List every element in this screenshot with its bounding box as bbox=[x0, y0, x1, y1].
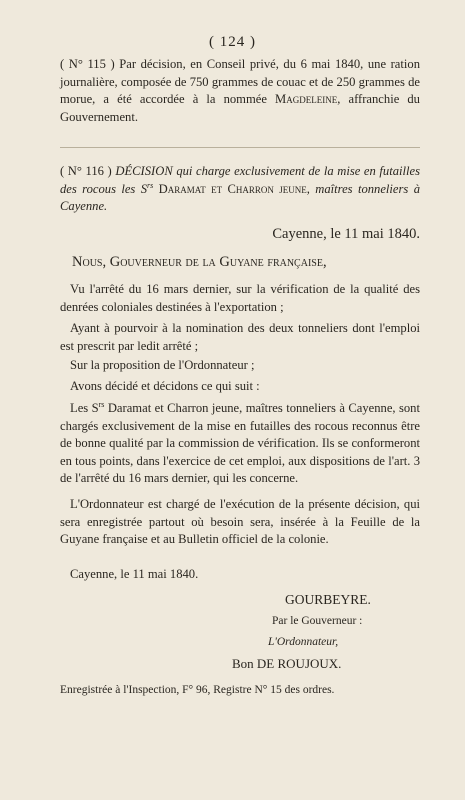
decision-116-names: Daramat et Charron jeune bbox=[158, 181, 307, 196]
decision-115 bbox=[60, 56, 420, 126]
les-text-b: Daramat et Charron jeune, maîtres tonneliers à Cayenne, sont chargés exclusivement de la mise en futailles des rocous reconnus être de bonne qualité par la commission de vérification. Ils se conformeront en tous points, dans l'exercice de cet emploi, aux dispositions de l'art. 3 de l'arrêté du 16 mars dernier, qui les concerne. bbox=[60, 401, 420, 485]
ordonnateur-title: L'Ordonnateur, bbox=[268, 636, 339, 648]
avons-paragraph bbox=[60, 378, 420, 396]
signature-roujoux: Bon DE ROUJOUX. bbox=[232, 656, 342, 671]
page-number: ( 124 ) bbox=[209, 34, 256, 50]
closing-date bbox=[60, 566, 420, 584]
vu-paragraph bbox=[60, 281, 420, 316]
vu-text: Vu l'arrêté du 16 mars dernier, sur la vérification de la qualité des denrées coloniales destinées à l'exportation ; bbox=[60, 282, 420, 314]
les-sup: rs bbox=[98, 399, 105, 409]
les-text-a: Les S bbox=[70, 401, 99, 415]
decision-115-name: Magdeleine bbox=[275, 92, 338, 106]
par-le-gouverneur: Par le Gouverneur : bbox=[272, 615, 363, 627]
signature-gourbeyre: GOURBEYRE. bbox=[285, 592, 371, 607]
dateline: Cayenne, le 11 mai 1840. bbox=[272, 226, 420, 242]
ordonnateur-paragraph bbox=[60, 496, 420, 549]
registration-note: Enregistrée à l'Inspection, F° 96, Registre N° 15 des ordres. bbox=[60, 684, 335, 696]
decision-116-heading-c: , maîtres tonneliers à Cayenne. bbox=[60, 181, 420, 213]
ayant-text: Ayant à pourvoir à la nomination des deux tonneliers dont l'emploi est prescrit par ledit arrêté ; bbox=[60, 321, 420, 353]
sur-paragraph bbox=[60, 357, 420, 375]
decision-116-heading-a: DÉCISION qui charge exclusivement de la mise en futailles des rocous les S bbox=[60, 164, 420, 196]
ordonnateur-text: L'Ordonnateur est chargé de l'exécution de la présente décision, qui sera enregistrée partout où besoin sera, insérée à la Feuille de la Guyane française et au Bulletin officiel de la colonie. bbox=[60, 497, 420, 546]
decision-116-number: ( N° 116 ) bbox=[60, 164, 116, 178]
les-paragraph bbox=[60, 400, 420, 488]
closing-date-text: Cayenne, le 11 mai 1840. bbox=[70, 567, 199, 581]
decision-116-heading-sup: rs bbox=[147, 180, 154, 190]
nous-heading: Nous, Gouverneur de la Guyane française, bbox=[72, 254, 327, 270]
section-divider bbox=[60, 147, 420, 148]
decision-116-heading bbox=[60, 163, 420, 216]
sur-text: Sur la proposition de l'Ordonnateur ; bbox=[70, 358, 255, 372]
ayant-paragraph bbox=[60, 320, 420, 355]
decision-115-text-b: , affranchie du Gouvernement. bbox=[60, 92, 420, 124]
avons-text: Avons décidé et décidons ce qui suit : bbox=[70, 379, 260, 393]
decision-115-text-a: ( N° 115 ) Par décision, en Conseil privé, du 6 mai 1840, une ration journalière, composée de 750 grammes de couac et de 250 grammes de morue, a été accordée à la nommée bbox=[60, 57, 420, 106]
